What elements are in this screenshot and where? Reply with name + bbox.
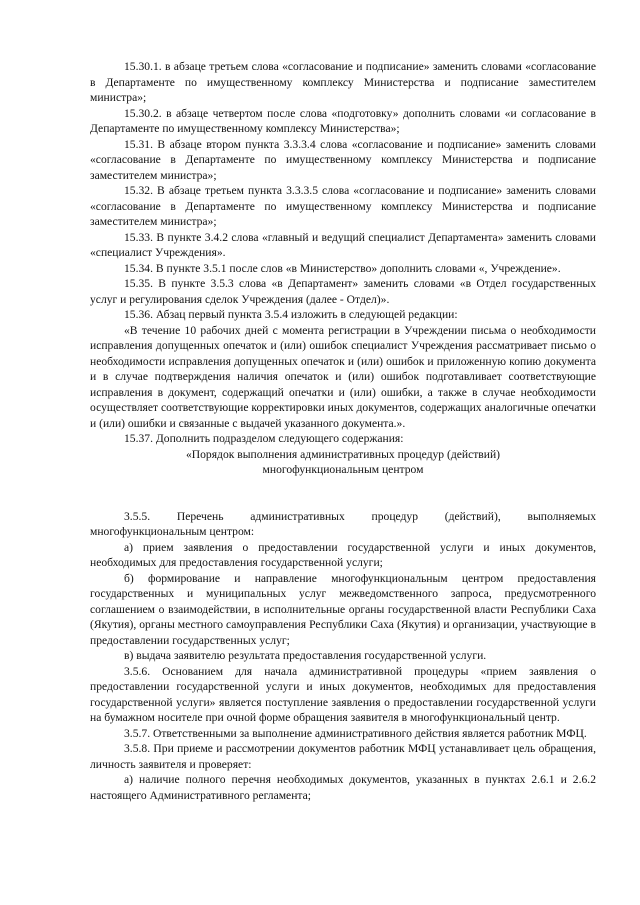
paragraph-15-35: 15.35. В пункте 3.5.3 слова «в Департамент» заменить словами «в Отдел государственных услуг и регулирования сделок Учреждения (далее - Отдел)». [90, 277, 596, 306]
paragraph-3-5-5: 3.5.5. Перечень административных процедур (действий), выполняемых многофункциональным центром: [90, 509, 596, 538]
paragraph-15-36: 15.36. Абзац первый пункта 3.5.4 изложить в следующей редакции: [124, 308, 458, 321]
paragraph-3-5-6: 3.5.6. Основанием для начала административной процедуры «прием заявления о предоставлении государственной услуги и иных документов, необходимых для предоставления государственной услуги» является поступление заявления о предоставлении государственной услуги на бумажном носителе при очной форме обращения заявителя в многофункциональный центр. [90, 664, 596, 724]
blank-spacer [90, 478, 596, 509]
paragraph-15-31: 15.31. В абзаце втором пункта 3.3.3.4 слова «согласование и подписание» заменить словами «согласование в Департаменте по имущественному комплексу Министерства и подписание заместителем министра»; [90, 137, 596, 182]
paragraph-15-34: 15.34. В пункте 3.5.1 после слов «в Министерство» дополнить словами «, Учреждение». [124, 261, 561, 275]
section-heading-line-1: «Порядок выполнения административных процедур (действий) [185, 447, 501, 461]
paragraph-3-5-5-a: а) прием заявления о предоставлении государственной услуги и иных документов, необходимых для предоставления государственной услуги; [90, 540, 596, 569]
document-body [90, 59, 596, 803]
paragraph-15-37: 15.37. Дополнить подразделом следующего содержания: [124, 432, 404, 445]
paragraph-quoted-text: «В течение 10 рабочих дней с момента регистрации в Учреждении письма о необходимости исправления допущенных опечаток и (или) ошибок специалист Учреждения рассматривает письмо о необходимости исправления допущенных опечаток и (или) ошибок и приложенную копию документа и в случае подтверждения наличия опечаток и (или) ошибок подготавливает соответствующие исправления в документ, содержащий опечатки и (или) ошибки, а также в случае необходимости осуществляет соответствующие корректировки иных документов, содержащих аналогичные опечатки и (или) ошибки и связанные с выдачей указанного документа.». [90, 323, 596, 430]
paragraph-15-30-1: 15.30.1. в абзаце третьем слова «согласование и подписание» заменить словами «согласование в Департаменте по имущественному комплексу Министерства и подписание заместителем министра»; [90, 60, 596, 104]
paragraph-3-5-8-a: а) наличие полного перечня необходимых документов, указанных в пунктах 2.6.1 и 2.6.2 настоящего Административного регламента; [90, 773, 596, 802]
paragraph-3-5-8: 3.5.8. При приеме и рассмотрении документов работник МФЦ устанавливает цель обращения, личность заявителя и проверяет: [90, 742, 596, 771]
paragraph-15-30-2: 15.30.2. в абзаце четвертом после слова «подготовку» дополнить словами «и согласование в Департаменте по имущественному комплексу Министерства»; [90, 106, 596, 135]
paragraph-3-5-7: 3.5.7. Ответственными за выполнение административного действия является работник МФЦ. [124, 726, 587, 740]
section-heading-line-2: многофункциональным центром [262, 463, 424, 476]
paragraph-3-5-5-b: б) формирование и направление многофункциональным центром предоставления государственных и муниципальных услуг межведомственного запроса, предусмотренного соглашением о взаимодействии, в исполнительные органы государственной власти Республики Саха (Якутия), органы местного самоуправления Республики Саха (Якутия) и организации, участвующие в предоставлении государственных услуг; [90, 571, 596, 647]
paragraph-15-33: 15.33. В пункте 3.4.2 слова «главный и ведущий специалист Департамента» заменить словами «специалист Учреждения». [90, 230, 596, 259]
paragraph-3-5-5-c: в) выдача заявителю результата предоставления государственной услуги. [124, 649, 487, 662]
paragraph-15-32: 15.32. В абзаце третьем пункта 3.3.3.5 слова «согласование и подписание» заменить словами «согласование в Департаменте по имущественному комплексу Министерства и подписание заместителем министра»; [90, 184, 596, 228]
